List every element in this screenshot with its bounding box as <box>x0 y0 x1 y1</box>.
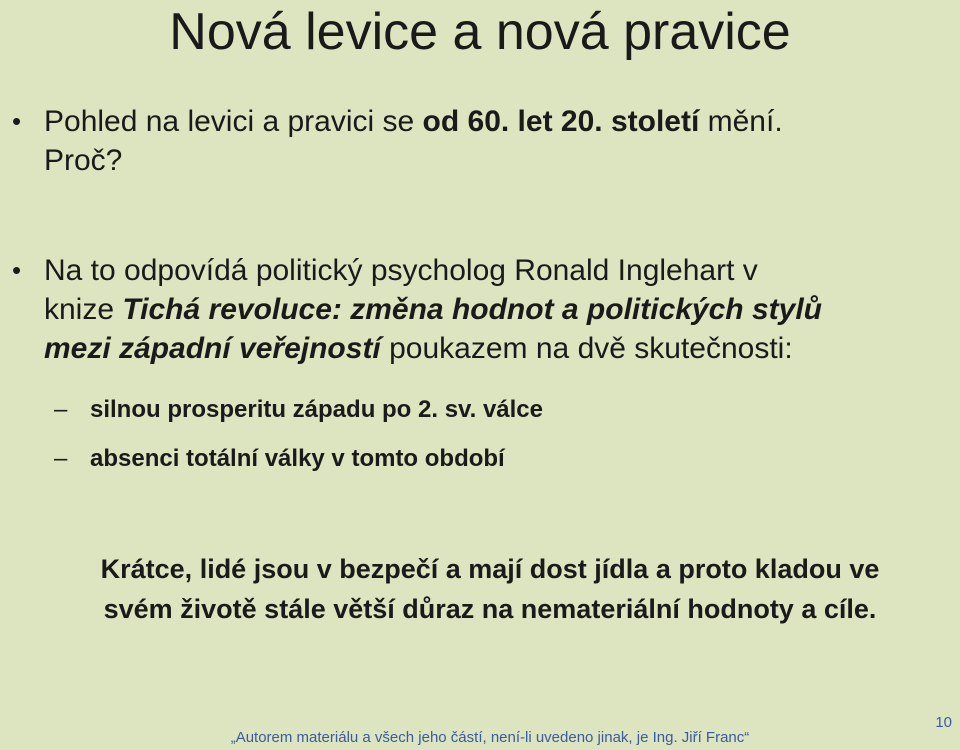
bullet-text: Proč? <box>44 144 123 177</box>
sub-bullet-text: silnou prosperitu západu po 2. sv. válce <box>90 396 543 423</box>
bullet-text: poukazem na dvě skutečnosti: <box>380 332 793 365</box>
sub-bullet-text: absenci totální války v tomto období <box>90 445 505 472</box>
summary-line: svém životě stále větší důraz na nemateriální hodnoty a cíle. <box>103 594 877 624</box>
bullet-text: Pohled na levici a pravici se <box>44 105 423 138</box>
summary-text <box>40 549 940 629</box>
bullet-icon: • <box>12 106 22 136</box>
book-title: Tichá revoluce: změna hodnot a politických stylů <box>122 293 822 326</box>
book-title: mezi západní veřejností <box>44 332 381 365</box>
bullet-text: knize <box>44 293 123 326</box>
bullet-item <box>12 251 924 368</box>
bullet-icon: • <box>12 255 22 285</box>
bullet-emphasis: od 60. let 20. století <box>422 105 700 138</box>
bullet-text: Na to odpovídá politický psycholog Ronald Inglehart v <box>44 254 758 287</box>
sub-bullet-item <box>54 444 505 474</box>
sub-bullet-item <box>54 395 543 425</box>
dash-icon: – <box>54 445 68 472</box>
summary-line: Krátce, lidé jsou v bezpečí a mají dost jídla a proto kladou ve <box>100 554 880 584</box>
bullet-item <box>12 102 924 180</box>
bullet-text: mění. <box>699 105 783 138</box>
slide-title: Nová levice a nová pravice <box>169 3 791 61</box>
page-number: 10 <box>935 714 952 731</box>
dash-icon: – <box>54 396 68 423</box>
footer-credit: „Autorem materiálu a všech jeho částí, není-li uvedeno jinak, je Ing. Jiří Franc“ <box>230 729 750 746</box>
